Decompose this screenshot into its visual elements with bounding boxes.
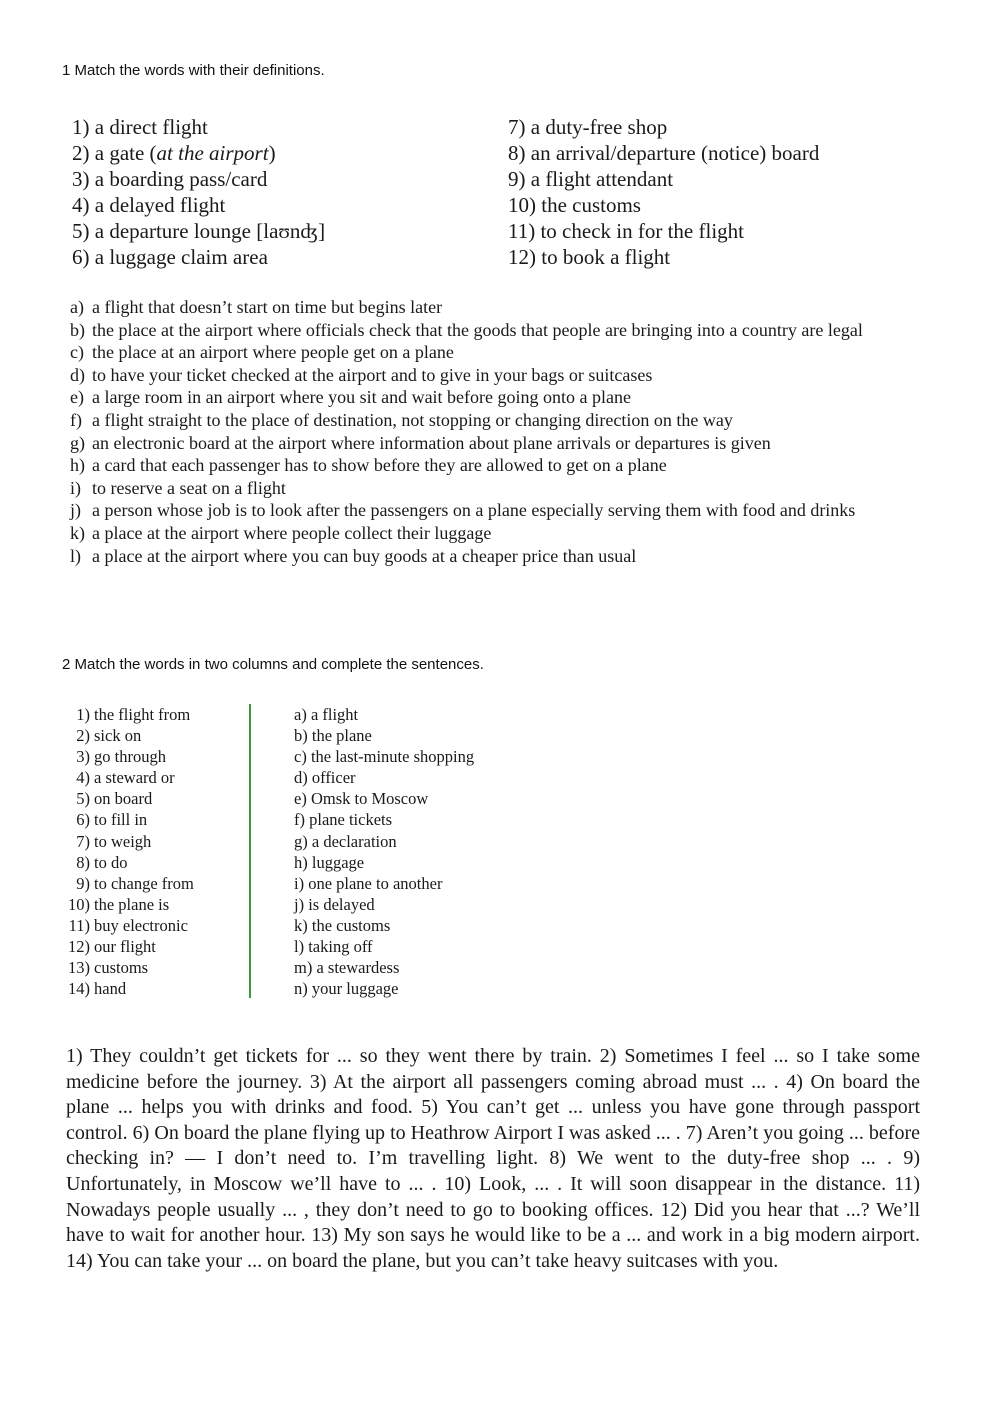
definition-letter: g) [70,432,85,453]
match-left-item [64,873,194,894]
definition-letter: b) [70,319,85,340]
definition-letter: d) [70,364,85,385]
definition-item [70,364,876,387]
definition-text: to reserve a seat on a flight [92,477,286,498]
item-number: 9) [76,873,90,893]
item-number: 11) [68,915,90,935]
item-text: on board [94,789,153,809]
word-item: 1) a direct flight [72,115,208,139]
definition-text: a large room in an airport where you sit and wait before going onto a plane [92,387,631,408]
item-text: to weigh [94,831,152,851]
match-right-item: a) a flight [294,705,359,724]
item-number: 1) [76,705,90,724]
match-right-item: g) a declaration [294,831,397,851]
item-text: the plane is [94,894,170,914]
definition-letter: a) [70,297,84,317]
match-right-item: i) one plane to another [294,873,443,893]
word-item: 6) a luggage claim area [72,245,268,269]
match-column-left [64,704,194,999]
item-text: go through [94,747,166,767]
item-text: buy electronic [94,915,188,935]
definition-text: the place at the airport where officials check that the goods that people are bringing into a country are legal [92,319,863,340]
match-left-item [64,957,194,978]
section1-heading: 1 Match the words with their definitions. [62,62,325,79]
match-left-item [64,704,194,725]
match-left-item [64,725,194,746]
sentences-paragraph: 1) They couldn’t get tickets for ... so they went there by train. 2) Sometimes I feel ... so I take some medicine before the journey. 3) At the airport all passengers coming abroad must ... . 4) On board the plane ... helps you with drinks and food. 5) You can’t get ... unless you have gone through passport control. 6) On board the plane flying up to Heathrow Airport I was asked ... . 7) Aren’t you going ... before checking in? — I don’t need to. I’m travelling light. 8) We went to the duty-free shop ... . 9) Unfortunately, in Moscow we’ll have to ... . 10) Look, ... . It will soon disappear in the distance. 11) Nowadays people usually ... , they don’t need to go to booking offices. 12) Did you hear that ...? We’ll have to wait for another hour. 13) My son says he would like to be a ... and work in a big modern airport. 14) You can take your ... on board the plane, but you can’t take heavy suitcases with you. [66,1045,920,1272]
definition-text: a place at the airport where you can buy goods at a cheaper price than usual [92,545,637,566]
definition-item [70,409,876,432]
word-item: 9) a flight attendant [508,167,674,191]
word-item-italic: at the airport [156,141,269,165]
item-number: 10) [68,894,90,914]
definition-item [70,522,876,545]
word-item: 4) a delayed flight [72,193,226,217]
word-list-right [508,114,819,270]
word-item: 3) a boarding pass/card [72,167,268,191]
definition-item [70,341,876,364]
definition-letter: l) [70,545,81,566]
column-divider [249,704,251,998]
item-text: our flight [94,937,156,957]
item-text: hand [94,979,127,999]
definition-letter: j) [70,500,81,521]
definition-letter: h) [70,455,85,476]
match-left-item [64,788,194,809]
word-item: 11) to check in for the flight [508,219,744,243]
word-item: 5) a departure lounge [laʊnʤ] [72,219,326,243]
word-list-left [72,114,325,270]
definition-item [70,296,876,319]
match-right-item: f) plane tickets [294,810,393,830]
word-item: 12) to book a flight [508,245,671,269]
word-item: 8) an arrival/departure (notice) board [508,141,820,165]
match-right-item: b) the plane [294,726,372,746]
match-left-item [64,978,194,999]
item-number: 4) [76,768,90,788]
match-right-item: m) a stewardess [294,958,400,978]
item-text: customs [94,958,149,978]
section2-heading: 2 Match the words in two columns and complete the sentences. [62,656,484,673]
match-left-item [64,894,194,915]
definition-text: a person whose job is to look after the passengers on a plane especially serving them with food and drinks [92,500,856,521]
definition-text: a card that each passenger has to show before they are allowed to get on a plane [92,455,667,476]
item-number: 5) [76,789,90,809]
match-right-item: d) officer [294,768,356,788]
item-number: 7) [76,831,90,851]
item-number: 13) [68,958,90,978]
match-right-item: c) the last-minute shopping [294,747,475,767]
match-right-item: l) taking off [294,937,373,957]
item-text: to change from [94,873,194,893]
item-text: sick on [94,726,142,746]
definition-item [70,432,876,455]
match-right-item: h) luggage [294,852,365,872]
match-left-item [64,936,194,957]
definition-letter: f) [70,409,82,430]
match-right-item: e) Omsk to Moscow [294,789,429,809]
definitions-list [70,296,876,567]
definition-text: an electronic board at the airport where information about plane arrivals or departures is given [92,432,771,453]
match-left-item [64,831,194,852]
match-right-item: k) the customs [294,915,391,935]
word-item: 2) a gate (at the airport) [72,141,276,165]
match-left-item [64,915,194,936]
definition-letter: i) [70,477,81,498]
match-left-item [64,746,194,767]
item-number: 6) [76,810,90,830]
item-number: 14) [68,979,90,999]
match-right-item: n) your luggage [294,979,399,999]
match-left-item [64,767,194,788]
definition-item [70,499,876,522]
definition-text: a flight straight to the place of destination, not stopping or changing direction on the way [92,409,733,430]
item-text: to fill in [94,810,148,830]
definition-item [70,454,876,477]
definition-item [70,319,876,342]
item-number: 3) [76,747,90,767]
definition-item [70,477,876,500]
match-left-item [64,809,194,830]
definition-item [70,545,876,568]
item-text: the flight from [94,705,191,724]
definition-letter: e) [70,387,84,408]
item-number: 2) [76,726,90,746]
definition-text: the place at an airport where people get on a plane [92,342,454,363]
definition-letter: k) [70,522,85,543]
word-item: 10) the customs [508,193,641,217]
item-number: 12) [68,937,90,957]
match-right-item: j) is delayed [294,894,375,914]
definition-text: to have your ticket checked at the airport and to give in your bags or suitcases [92,364,653,385]
definition-letter: c) [70,342,84,363]
item-number: 8) [76,852,90,872]
definition-text: a place at the airport where people collect their luggage [92,522,492,543]
definition-text: a flight that doesn’t start on time but begins later [92,297,443,317]
word-item: 7) a duty-free shop [508,115,668,139]
definition-item [70,386,876,409]
item-text: a steward or [94,768,175,788]
item-text: to do [94,852,128,872]
match-left-item [64,852,194,873]
match-column-right [294,704,474,999]
